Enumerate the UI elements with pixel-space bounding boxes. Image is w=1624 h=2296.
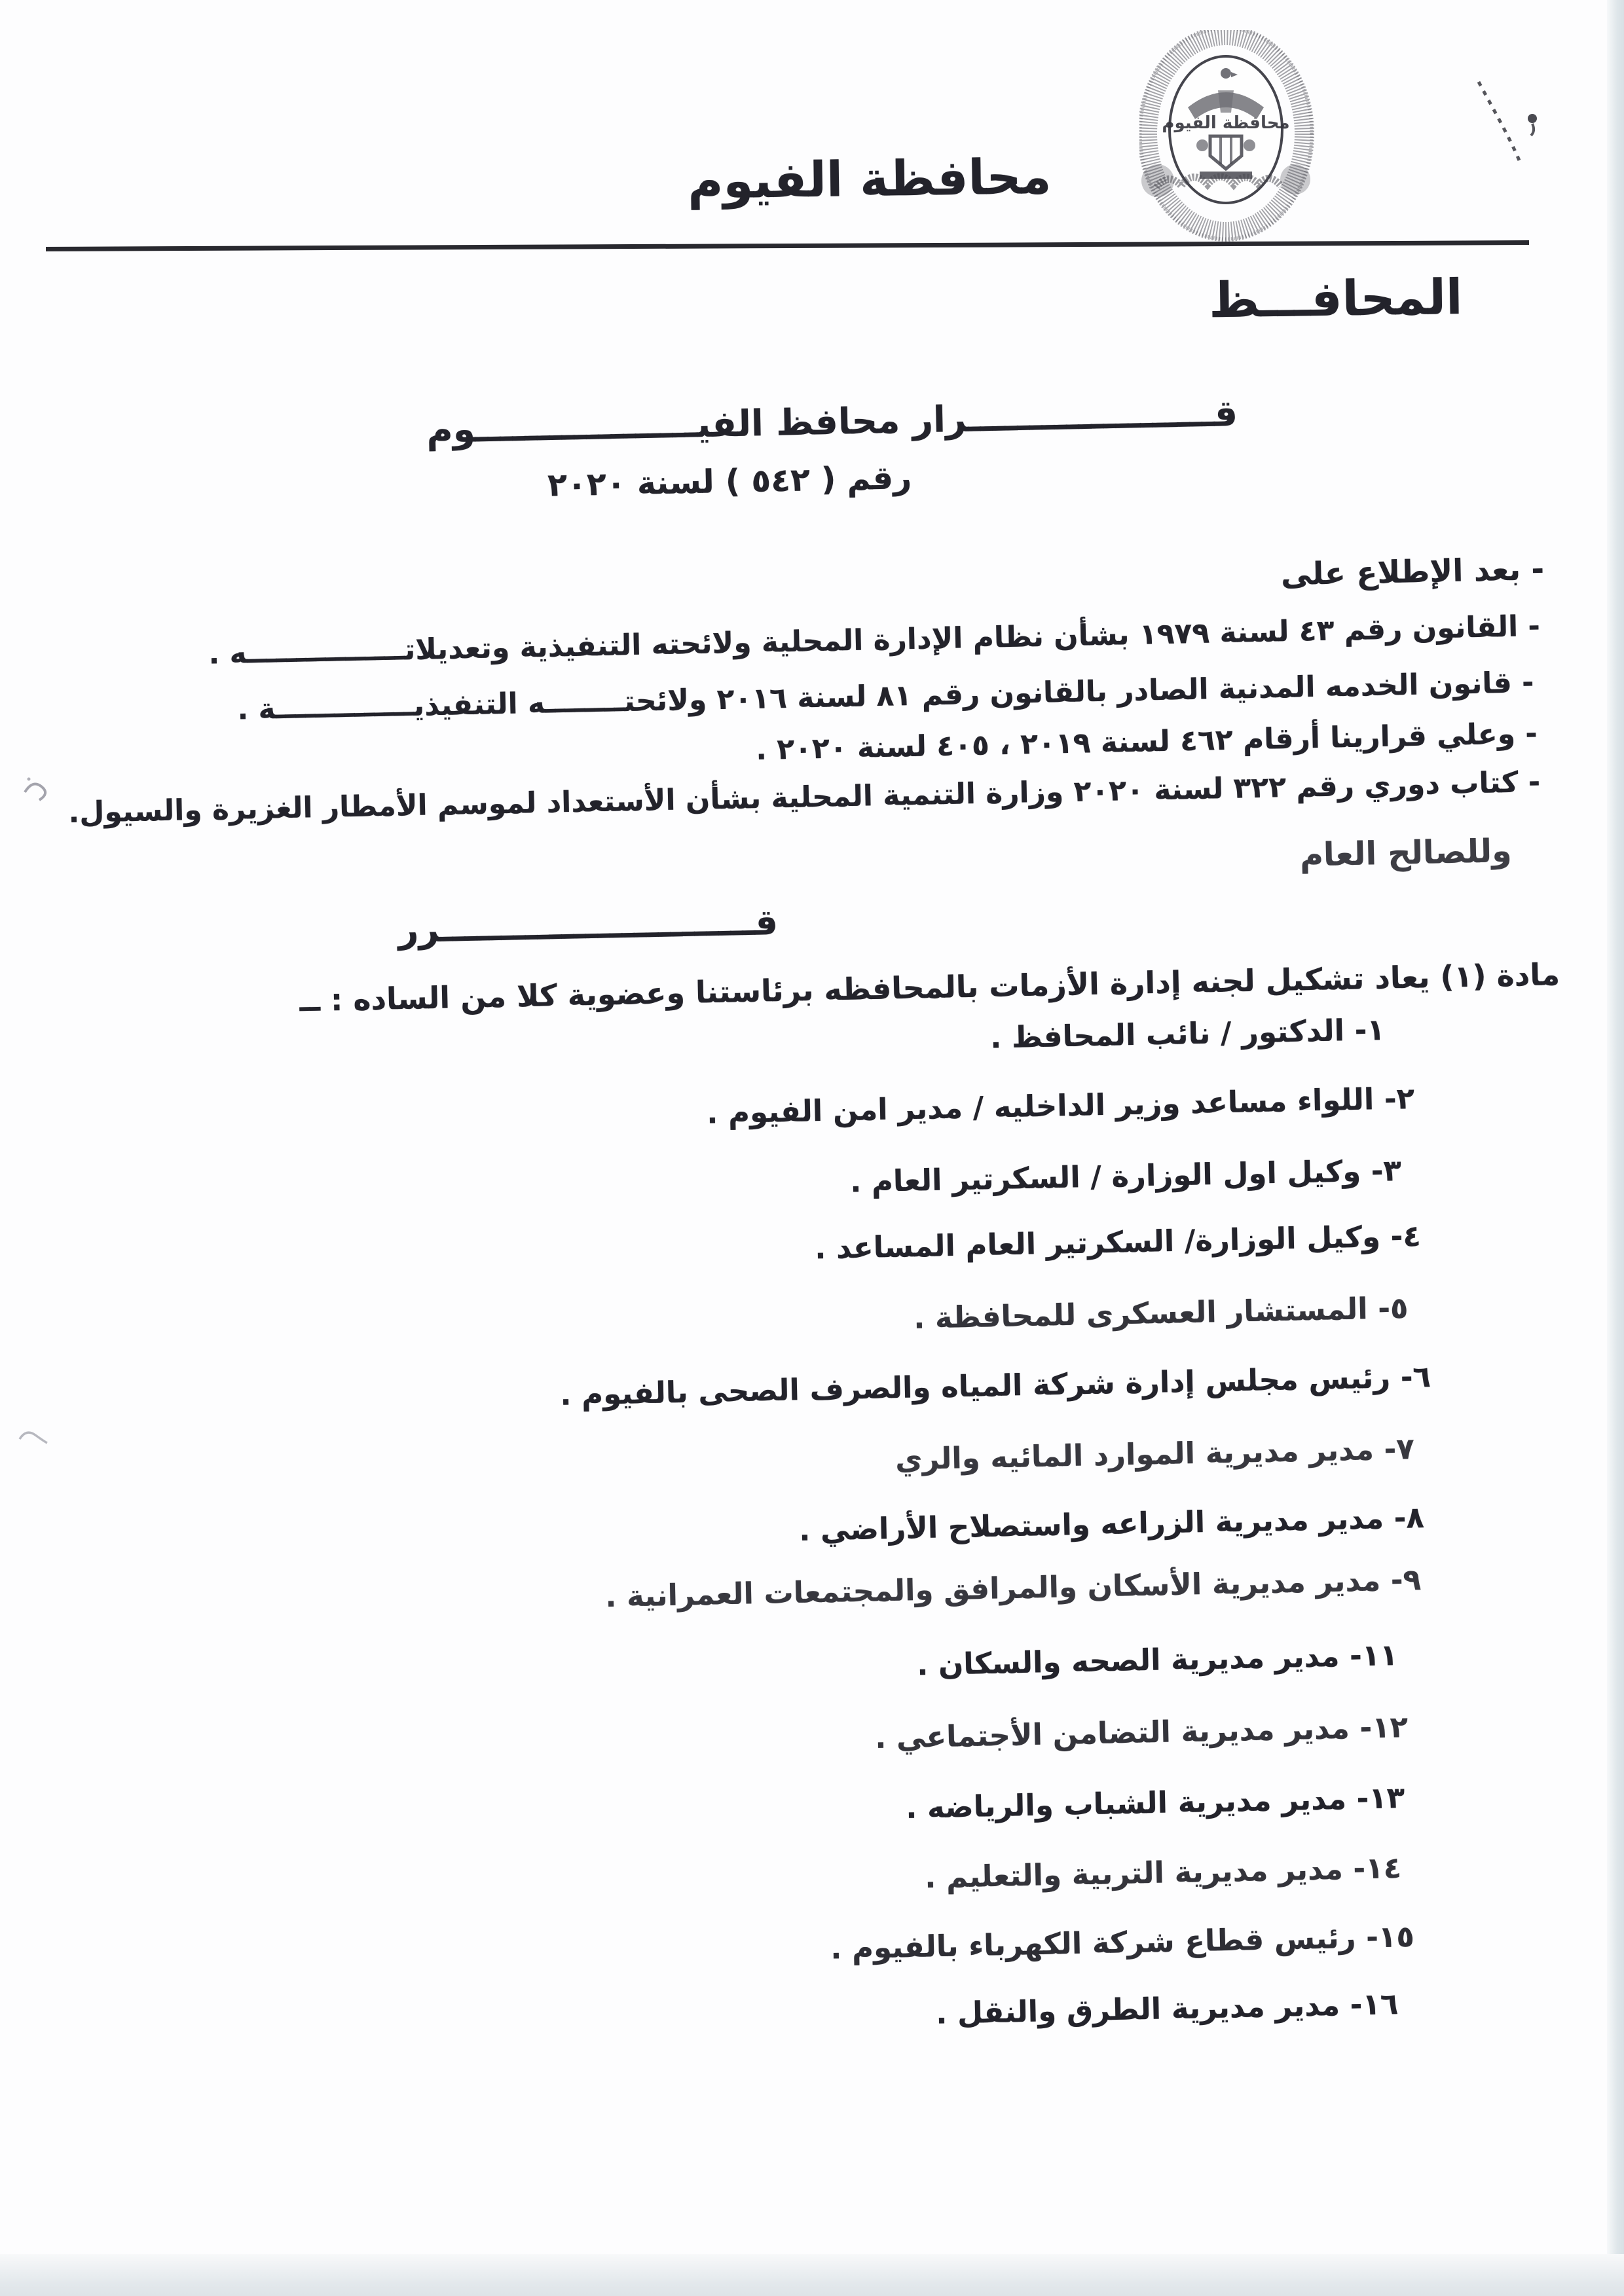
member-item: ٥- المستشار العسكرى للمحافظة . <box>913 1290 1409 1336</box>
preamble-lead: - بعد الإطلاع على <box>1280 551 1545 593</box>
handwritten-slash-mark <box>1454 62 1624 187</box>
member-item: ١- الدكتور / نائب المحافظ . <box>989 1012 1386 1055</box>
member-item: ٤- وكيل الوزارة/ السكرتير العام المساعد . <box>814 1218 1422 1266</box>
member-item: ٩- مدير مديرية الأسكان والمرافق والمجتمعات العمرانية . <box>604 1562 1422 1614</box>
member-item: ١٥- رئيس قطاع شركة الكهرباء بالفيوم . <box>830 1919 1415 1966</box>
office-title: المحافـــظ <box>1208 269 1463 329</box>
member-item: ٦- رئيس مجلس إدارة شركة المياه والصرف الصحى بالفيوم . <box>559 1359 1431 1412</box>
article-1-text: مادة (١) يعاد تشكيل لجنه إدارة الأزمات بالمحافظه برئاستنا وعضوية كلا من الساده : ــ <box>299 957 1560 1019</box>
preamble-closing: وللصالح العام <box>1299 832 1512 874</box>
page-right-edge <box>1607 0 1624 2296</box>
scan-smudge-mark <box>17 763 59 812</box>
decree-title: قــــــــــــــــــــرار محافظ الفيــــــــــــــــــوم <box>426 392 1238 451</box>
seal-text: محافظة الفيوم <box>1162 113 1290 133</box>
member-item: ١٣- مدير مديرية الشباب والرياضه . <box>905 1780 1405 1825</box>
preamble-bullet: - كتاب دوري رقم ٣٢٢ لسنة ٢٠٢٠ وزارة التنمية المحلية بشأن الأستعداد لموسم الأمطار الغزيرة والسيول. <box>67 765 1541 830</box>
governorate-name-script: محافظة الفيوم <box>687 149 1052 210</box>
page-bottom-edge <box>0 2254 1624 2296</box>
member-item: ٢- اللواء مساعد وزير الداخليه / مدير امن الفيوم . <box>706 1081 1415 1131</box>
decision-heading: قــــــــــــــــــــــــــرر <box>397 902 779 951</box>
scan-smudge-mark <box>13 1417 55 1459</box>
header-divider-rule <box>46 240 1529 251</box>
governorate-seal-stamp <box>1139 30 1316 246</box>
member-item: ١٤- مدير مديرية التربية والتعليم . <box>924 1850 1402 1895</box>
decree-number-line: رقم ( ٥٤٢ ) لسنة ٢٠٢٠ <box>547 459 912 504</box>
member-item: ٨- مدير مديرية الزراعه واستصلاح الأراضي . <box>798 1500 1425 1548</box>
member-item: ١١- مدير مديرية الصحه والسكان . <box>916 1637 1399 1683</box>
member-item: ٣- وكيل اول الوزارة / السكرتير العام . <box>849 1153 1402 1199</box>
member-item: ١٦- مدير مديرية الطرق والنقل . <box>935 1986 1399 2031</box>
preamble-bullet: - قانون الخدمه المدنية الصادر بالقانون رقم ٨١ لسنة ٢٠١٦ ولائحتــــــــه التنفيذيــــــــــــــة . <box>236 666 1534 727</box>
member-item: ١٢- مدير مديرية التضامن الأجتماعي . <box>874 1709 1409 1756</box>
member-item: ٧- مدير مديرية الموارد المائيه والري <box>895 1431 1415 1477</box>
preamble-bullet: - القانون رقم ٤٣ لسنة ١٩٧٩ بشأن نظام الإدارة المحلية ولائحته التنفيذية وتعديلاتــــــــــــــــه . <box>208 610 1541 671</box>
preamble-bullet: - وعلي قرارينا أرقام ٤٦٢ لسنة ٢٠١٩ ، ٤٠٥ لسنة ٢٠٢٠ . <box>756 717 1538 767</box>
